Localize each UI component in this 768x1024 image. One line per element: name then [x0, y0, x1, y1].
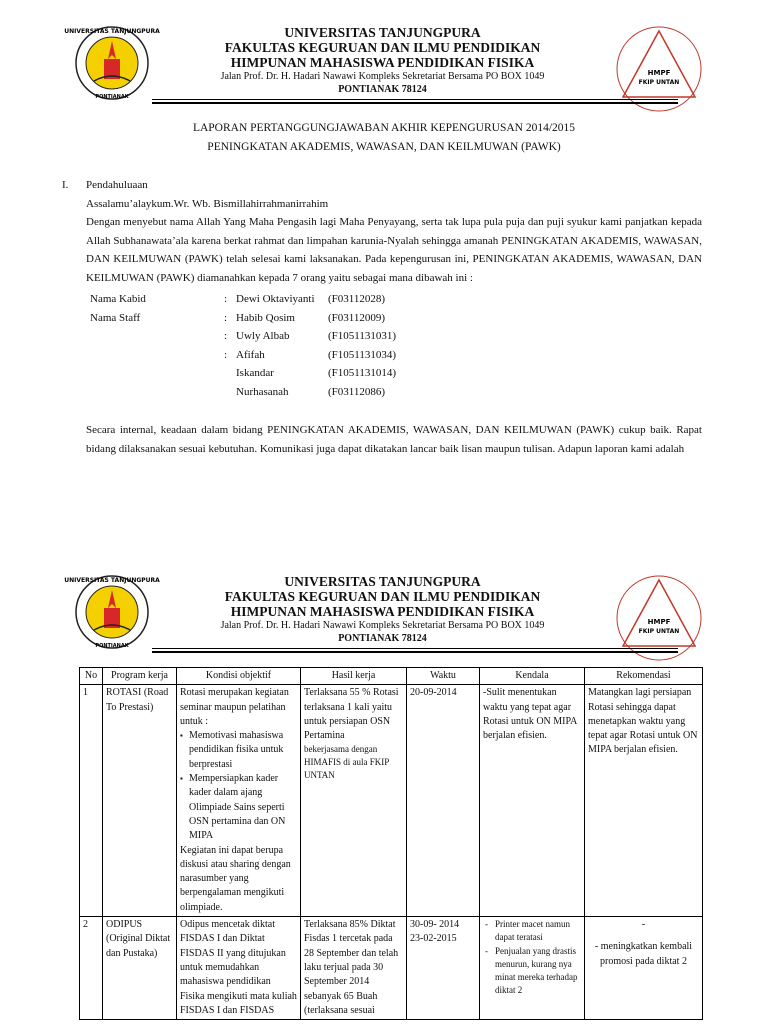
rekomendasi-2: - meningkatkan kembali promosi pada diktat 2 [594, 941, 693, 967]
faculty-name: FAKULTAS KEGURUAN DAN ILMU PENDIDIKAN [224, 589, 541, 604]
rekomendasi-1: - [641, 919, 646, 931]
logo-bottom-text: PONTIANAK [95, 94, 129, 100]
closing-paragraph: Secara internal, keadaan dalam bidang PENINGKATAN AKADEMIS, WAWASAN, DAN KEILMUWAN (PAWK) cukup baik. Rapat bidang dilaksanakan sesuai kebutuhan. Komunikasi juga dapat dikatakan lancar baik lisan maupun tulisan. Adapun laporan kami adalah [86, 424, 702, 455]
member-row: Iskandar (F1051131014) [236, 367, 397, 380]
section-heading: Pendahuluaan [86, 179, 148, 191]
waktu-1: 30-09- 2014 [410, 919, 460, 931]
logo-line-2: FKIP UNTAN [638, 628, 680, 635]
university-logo-icon [64, 574, 160, 650]
letterhead-rule-thick [152, 102, 678, 104]
col-header-waktu: Waktu [407, 668, 480, 685]
hasil-detail: bekerjasama dengan HIMAFIS di aula FKIP UNTAN [304, 744, 389, 781]
table-header-row [80, 668, 703, 685]
table-row [80, 917, 703, 1020]
letterhead-rule-thick [152, 651, 678, 653]
kendala-list [483, 918, 581, 997]
logo-top-text: UNIVERSITAS TANJUNGPURA [64, 28, 160, 35]
introduction-section [86, 176, 702, 288]
program-report-table [79, 667, 703, 1020]
cell-kendala: -Sulit menentukan waktu yang tepat agar Rotasi untuk ON MIPA berjalan efisien. [480, 685, 585, 917]
document-page-2 [0, 560, 768, 1024]
cell-no: 1 [80, 685, 103, 917]
kondisi-bullet: ▪ Mempersiapkan kader kader dalam ajang Olimpiade Sains seperti OSN pertamina dan ON MIPA [189, 772, 297, 843]
city: PONTIANAK 78124 [338, 633, 427, 644]
col-header-kondisi: Kondisi objektif [177, 668, 301, 685]
letterhead-text [170, 574, 595, 645]
cell-kondisi [177, 685, 301, 917]
member-row: : Afifah (F1051131034) [224, 348, 397, 361]
col-header-program: Program kerja [103, 668, 177, 685]
logo-top-text: UNIVERSITAS TANJUNGPURA [64, 577, 160, 584]
address: Jalan Prof. Dr. H. Hadari Nawawi Kompleks Sekretariat Bersama PO BOX 1049 [220, 71, 545, 82]
logo-line-1: HMPF [647, 69, 671, 77]
logo-bottom-text: PONTIANAK [95, 643, 129, 649]
letterhead-rule [152, 99, 678, 100]
association-name: HIMPUNAN MAHASISWA PENDIDIKAN FISIKA [230, 55, 535, 70]
cell-waktu [407, 917, 480, 1020]
association-name: HIMPUNAN MAHASISWA PENDIDIKAN FISIKA [230, 604, 535, 619]
intro-paragraph: Dengan menyebut nama Allah Yang Maha Pengasih lagi Maha Penyayang, serta tak lupa pula puja dan puji syukur kami panjatkan kepada Allah Subhanawata’ala karena berkat rahmat dan limpahan karunia-Nyalah sehingga amanah PENINGKATAN AKADEMIS, WAWASAN, DAN KEILMUWAN (PAWK) telah selesai kami laksanakan. Pada kepengurusan ini, PENINGKATAN AKADEMIS, WAWASAN, DAN KEILMUWAN (PAWK) diamanahkan kepada 7 orang yaitu sebagai mana dibawah ini : [86, 216, 702, 284]
address: Jalan Prof. Dr. H. Hadari Nawawi Kompleks Sekretariat Bersama PO BOX 1049 [220, 620, 545, 631]
col-header-hasil: Hasil kerja [301, 668, 407, 685]
kondisi-intro: Rotasi merupakan kegiatan seminar maupun pelatihan untuk : [180, 687, 289, 727]
logo-line-2: FKIP UNTAN [638, 79, 680, 86]
kondisi-outro: Kegiatan ini dapat berupa diskusi atau sharing dengan narasumber yang berpengalaman mengikuti olimpiade. [180, 844, 291, 913]
letterhead-rule [152, 648, 678, 649]
table-row [80, 685, 703, 917]
university-name: UNIVERSITAS TANJUNGPURA [284, 25, 481, 40]
cell-hasil: Terlaksana 85% Diktat Fisdas 1 tercetak pada 28 September dan telah laku terjual pada 30 September 2014 sebanyak 65 Buah (terlaksana sesuai [301, 917, 407, 1020]
col-header-rekomendasi: Rekomendasi [585, 668, 703, 685]
section-number: I. [62, 179, 69, 191]
cell-program: ODIPUS (Original Diktat dan Pustaka) [103, 917, 177, 1020]
cell-hasil [301, 685, 407, 917]
page-gap [0, 540, 768, 560]
university-name: UNIVERSITAS TANJUNGPURA [284, 574, 481, 589]
member-row: : Uwly Albab (F1051131031) [224, 330, 397, 343]
cell-kendala [480, 917, 585, 1020]
logo-line-1: HMPF [647, 618, 671, 626]
cell-kondisi: Odipus mencetak diktat FISDAS I dan Diktat FISDAS II yang ditujukan untuk memudahkan mahasiswa pendidikan Fisika mengikuti mata kuliah FISDAS I dan FISDAS [177, 917, 301, 1020]
cell-rekomendasi [585, 917, 703, 1020]
faculty-name: FAKULTAS KEGURUAN DAN ILMU PENDIDIKAN [224, 40, 541, 55]
cell-waktu: 20-09-2014 [407, 685, 480, 917]
report-title-2: PENINGKATAN AKADEMIS, WAWASAN, DAN KEILMUWAN (PAWK) [207, 141, 561, 153]
member-row: Nurhasanah (F03112086) [236, 385, 386, 398]
col-header-no: No [80, 668, 103, 685]
city: PONTIANAK 78124 [338, 84, 427, 95]
greeting: Assalamu’alaykum.Wr. Wb. Bismillahirrahmanirrahim [86, 197, 329, 210]
kendala-item: - Penjualan yang drastis menurun, kurang nya minat mereka terhadap diktat 2 [493, 945, 581, 997]
hasil-main: Terlaksana 55 % Rotasi terlaksana 1 kali yaitu untuk persiapan OSN Pertamina [304, 687, 399, 742]
cell-no: 2 [80, 917, 103, 1020]
kondisi-bullet: ▪ Memotivasi mahasiswa pendidikan fisika untuk berprestasi [189, 729, 297, 772]
report-title-1: LAPORAN PERTANGGUNGJAWABAN AKHIR KEPENGURUSAN 2014/2015 [192, 122, 576, 134]
kondisi-bullet-list [180, 729, 297, 843]
letterhead-text [170, 25, 595, 96]
university-logo-icon [64, 25, 160, 101]
col-header-kendala: Kendala [480, 668, 585, 685]
cell-program: ROTASI (Road To Prestasi) [103, 685, 177, 917]
waktu-2: 23-02-2015 [410, 933, 457, 945]
member-row: Nama Kabid : Dewi Oktaviyanti (F03112028) [90, 293, 386, 305]
kendala-item: - Printer macet namun dapat teratasi [493, 918, 581, 944]
cell-rekomendasi: Matangkan lagi persiapan Rotasi sehingga dapat menetapkan waktu yang tepat agar Rotasi untuk ON MIPA berjalan efisien. [585, 685, 703, 917]
member-list [90, 290, 510, 402]
member-row: Nama Staff : Habib Qosim (F03112009) [90, 311, 386, 324]
